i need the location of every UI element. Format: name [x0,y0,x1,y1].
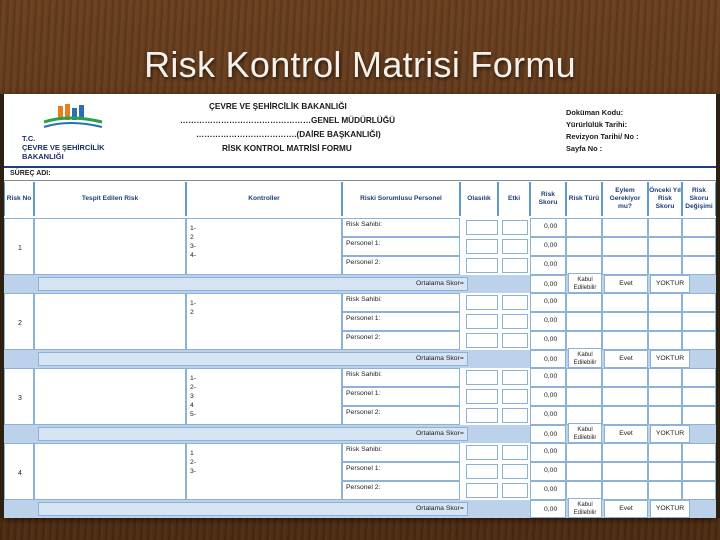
logo-text [22,134,105,161]
col-score-change: Risk Skoru Değişimi [682,182,716,216]
prev-score-cell [648,256,682,275]
average-inner-cell [38,277,468,291]
prev-score-cell [648,462,682,481]
score-change-value: YOKTUR [650,350,690,368]
controls-cell[interactable] [186,368,342,425]
risk-type-cell [566,237,602,256]
identified-risk-cell[interactable] [34,368,186,425]
risk-score-value: 0,00 [544,298,558,305]
col-risk-type: Risk Türü [566,182,602,216]
doc-code-label: Doküman Kodu: [566,108,624,117]
col-action-required: Eylem Gerekiyor mu? [602,182,648,216]
process-name-row [4,168,716,181]
col-identified-risk: Tespit Edilen Risk [34,182,186,216]
risk-no-value: 2 [18,319,22,327]
average-score-value: 0,00 [544,431,558,438]
action-cell [602,462,648,481]
personnel-label: Personel 2: [346,334,381,341]
risk-no-value: 1 [18,244,22,252]
risk-type-badge: Kabul Edilebilir [568,348,602,368]
risk-type-badge: Kabul Edilebilir [568,498,602,518]
impact-cell[interactable] [502,464,528,479]
col-responsible: Riski Sorumlusu Personel [342,182,460,216]
directorate-line: …………………………………………GENEL MÜDÜRLÜĞÜ [180,116,395,125]
process-name-label: SÜREÇ ADI: [10,170,51,177]
probability-cell[interactable] [466,370,498,385]
action-cell [602,237,648,256]
personnel-label: Personel 1: [346,240,381,247]
ministry-emblem-icon [14,102,106,132]
risk-score-value: 0,00 [544,242,558,249]
probability-cell[interactable] [466,445,498,460]
action-value: Evet [604,500,648,518]
impact-cell[interactable] [502,445,528,460]
personnel-label: Personel 2: [346,409,381,416]
score-change-cell [682,368,716,387]
risk-score-value: 0,00 [544,317,558,324]
action-cell [602,406,648,425]
action-value: Evet [604,350,648,368]
personnel-label: Risk Sahibi: [346,221,382,228]
action-cell [602,331,648,350]
personnel-label: Risk Sahibi: [346,446,382,453]
risk-score-value: 0,00 [544,486,558,493]
prev-score-cell [648,406,682,425]
logo-line2: ÇEVRE VE ŞEHİRCİLİK [22,143,105,152]
average-inner-cell [38,502,468,516]
impact-cell[interactable] [502,333,528,348]
controls-list: 1 2- 3- [190,450,197,475]
score-change-cell [682,312,716,331]
score-change-cell [682,256,716,275]
prev-score-cell [648,218,682,237]
score-change-cell [682,331,716,350]
risk-type-cell [566,312,602,331]
prev-score-cell [648,331,682,350]
average-inner-cell [38,427,468,441]
risk-score-value: 0,00 [544,336,558,343]
risk-type-cell [566,443,602,462]
col-risk-score: Risk Skoru [530,182,566,216]
score-change-cell [682,387,716,406]
average-score-value: 0,00 [544,281,558,288]
score-change-cell [682,237,716,256]
action-cell [602,218,648,237]
ministry-name: ÇEVRE VE ŞEHİRCİLİK BAKANLIĞI [209,102,347,111]
probability-cell[interactable] [466,220,498,235]
risk-type-cell [566,462,602,481]
risk-type-cell [566,387,602,406]
personnel-label: Personel 1: [346,390,381,397]
probability-cell[interactable] [466,389,498,404]
score-change-cell [682,293,716,312]
revision-label: Revizyon Tarihi/ No : [566,132,639,141]
identified-risk-cell[interactable] [34,443,186,500]
impact-cell[interactable] [502,389,528,404]
average-inner-cell [38,352,468,366]
impact-cell[interactable] [502,314,528,329]
action-cell [602,312,648,331]
risk-type-badge: Kabul Edilebilir [568,273,602,293]
risk-score-value: 0,00 [544,448,558,455]
average-label: Ortalama Skor= [416,430,464,437]
controls-cell[interactable] [186,293,342,350]
prev-score-cell [648,293,682,312]
probability-cell[interactable] [466,464,498,479]
average-score-value: 0,00 [544,506,558,513]
effective-date-label: Yürürlülük Tarihi: [566,120,628,129]
score-change-cell [682,218,716,237]
identified-risk-cell[interactable] [34,293,186,350]
logo-line3: BAKANLIĞI [22,152,64,161]
prev-score-cell [648,368,682,387]
action-cell [602,256,648,275]
score-change-value: YOKTUR [650,425,690,443]
risk-no-value: 4 [18,469,22,477]
personnel-label: Risk Sahibi: [346,296,382,303]
probability-cell[interactable] [466,258,498,273]
controls-list: 1- 2 [190,300,197,316]
risk-type-cell [566,293,602,312]
average-label: Ortalama Skor= [416,505,464,512]
identified-risk-cell[interactable] [34,218,186,275]
action-value: Evet [604,425,648,443]
score-change-cell [682,462,716,481]
department-line: ……………………………….(DAİRE BAŞKANLIĞI) [196,130,381,139]
prev-score-cell [648,387,682,406]
average-label: Ortalama Skor= [416,280,464,287]
risk-score-value: 0,00 [544,373,558,380]
risk-no-value: 3 [18,394,22,402]
probability-cell[interactable] [466,295,498,310]
personnel-label: Personel 2: [346,484,381,491]
logo-line1: T.C. [22,134,36,143]
action-value: Evet [604,275,648,293]
right-frame-edge [716,94,720,518]
probability-cell[interactable] [466,483,498,498]
risk-score-value: 0,00 [544,411,558,418]
action-cell [602,293,648,312]
risk-score-value: 0,00 [544,467,558,474]
form-title: RİSK KONTROL MATRİSİ FORMU [222,144,352,153]
score-change-cell [682,406,716,425]
action-cell [602,368,648,387]
personnel-label: Risk Sahibi: [346,371,382,378]
prev-score-cell [648,443,682,462]
action-cell [602,481,648,500]
col-prev-score: Önceki Yıl Risk Skoru [648,182,682,216]
col-probability: Olasılık [460,182,498,216]
probability-cell[interactable] [466,408,498,423]
risk-score-value: 0,00 [544,223,558,230]
impact-cell[interactable] [502,239,528,254]
personnel-label: Personel 1: [346,465,381,472]
col-risk-no: Risk No [4,182,34,216]
impact-cell[interactable] [502,483,528,498]
risk-type-cell [566,368,602,387]
risk-form-sheet [4,94,716,518]
impact-cell[interactable] [502,370,528,385]
slide-title: Risk Kontrol Matrisi Formu [144,44,576,85]
risk-score-value: 0,00 [544,392,558,399]
average-label: Ortalama Skor= [416,355,464,362]
personnel-label: Personel 1: [346,315,381,322]
probability-cell[interactable] [466,314,498,329]
controls-list: 1- 2 3- 4- [190,225,197,259]
impact-cell[interactable] [502,220,528,235]
controls-list: 1- 2- 3 4 5- [190,375,197,418]
prev-score-cell [648,237,682,256]
score-change-cell [682,481,716,500]
left-frame-edge [0,94,4,518]
score-change-cell [682,443,716,462]
page-no-label: Sayfa No : [566,144,603,153]
prev-score-cell [648,481,682,500]
column-header-row [4,182,716,216]
risk-type-cell [566,218,602,237]
probability-cell[interactable] [466,239,498,254]
score-change-value: YOKTUR [650,500,690,518]
impact-cell[interactable] [502,295,528,310]
personnel-label: Personel 2: [346,259,381,266]
ministry-logo [14,102,106,160]
risk-type-badge: Kabul Edilebilir [568,423,602,443]
col-impact: Etki [498,182,530,216]
impact-cell[interactable] [502,408,528,423]
average-score-value: 0,00 [544,356,558,363]
impact-cell[interactable] [502,258,528,273]
form-header [4,94,716,168]
col-controls: Kontroller [186,182,342,216]
prev-score-cell [648,312,682,331]
controls-cell[interactable] [186,443,342,500]
score-change-value: YOKTUR [650,275,690,293]
action-cell [602,443,648,462]
controls-cell[interactable] [186,218,342,275]
action-cell [602,387,648,406]
risk-score-value: 0,00 [544,261,558,268]
probability-cell[interactable] [466,333,498,348]
